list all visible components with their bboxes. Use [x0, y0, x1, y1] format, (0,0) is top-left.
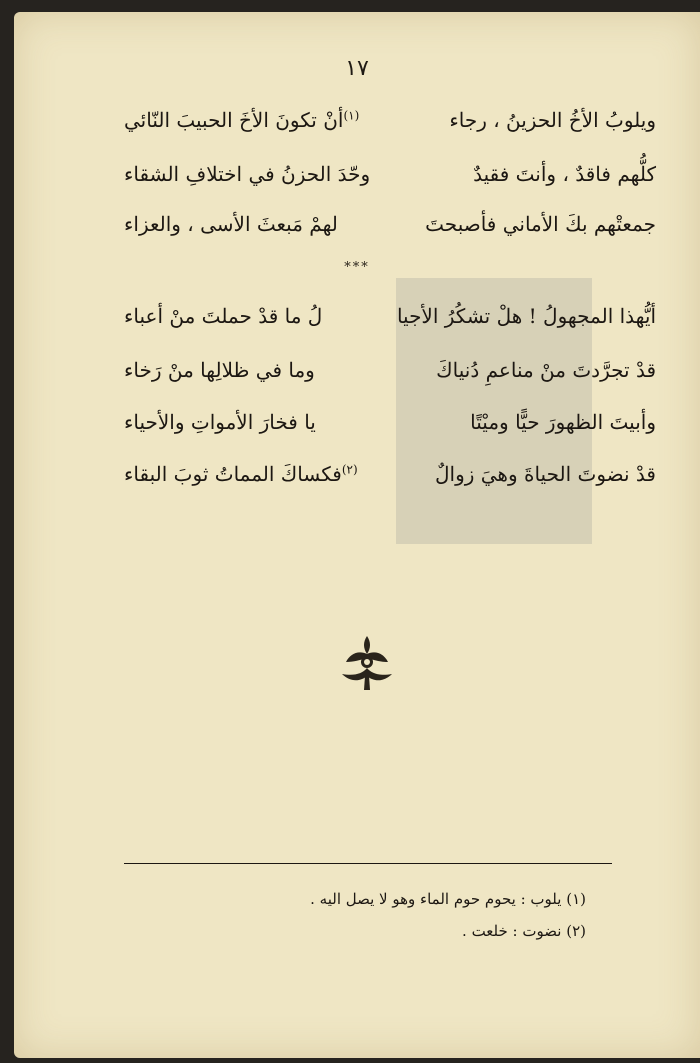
verse-6-second-half: يا فخارَ الأمواتِ والأحياء [124, 410, 316, 434]
footnote-marker-1: (١) [343, 108, 360, 123]
verse-3-first-half: جمعتْهم بكَ الأماني فأصبحتَ [425, 212, 656, 236]
footnote-1-number: (١) [566, 890, 586, 908]
book-page [14, 12, 700, 1058]
footnote-rule [124, 863, 612, 864]
footnote-1 [310, 890, 586, 908]
footnote-1-text: يلوب : يحوم حوم الماء وهو لا يصل اليه . [310, 890, 562, 908]
verse-1-first-half: ويلوبُ الأخُ الحزينُ ، رجاء [449, 108, 656, 132]
verse-6-first-half: وأبيتَ الظهورَ حيًّا وميْتًا [470, 410, 656, 434]
footnote-2-number: (٢) [566, 922, 586, 940]
verse-7-second-half: $^{(٢)}$فكساكَ المماتُ ثوبَ البقاء [124, 462, 358, 486]
verse-4-first-half: أيُّهذا المجهولُ ! هلْ تشكُرُ الأجيا [396, 304, 656, 328]
verse-2-first-half: كلُّهم فاقدٌ ، وأنتَ فقيدٌ [473, 162, 656, 186]
floral-ornament-icon [336, 632, 398, 692]
verse-1-second-half: $^{(١)}$أنْ تكونَ الأخَ الحبيبَ النّائي [124, 108, 360, 132]
verse-2-second-half: وحّدَ الحزنُ في اختلافِ الشقاء [124, 162, 371, 186]
footnote-2-text: نضوت : خلعت . [462, 922, 562, 940]
verse-3-second-half: لهمْ مَبعثَ الأسى ، والعزاء [124, 212, 338, 236]
footnote-marker-2: (٢) [341, 462, 358, 477]
footnote-2 [462, 922, 586, 940]
verse-5-first-half: قدْ تجرَّدتَ منْ مناعمِ دُنياكَ [436, 358, 656, 382]
verse-5-second-half: وما في ظلالِها منْ رَخاء [124, 358, 315, 382]
verse-7-first-half: قدْ نضوتَ الحياةَ وهيَ زوالٌ [434, 462, 656, 486]
verse-4-second-half: لُ ما قدْ حملتَ منْ أعباء [124, 304, 323, 328]
section-separator: *** [344, 260, 370, 275]
page-number: ١٧ [345, 56, 369, 81]
